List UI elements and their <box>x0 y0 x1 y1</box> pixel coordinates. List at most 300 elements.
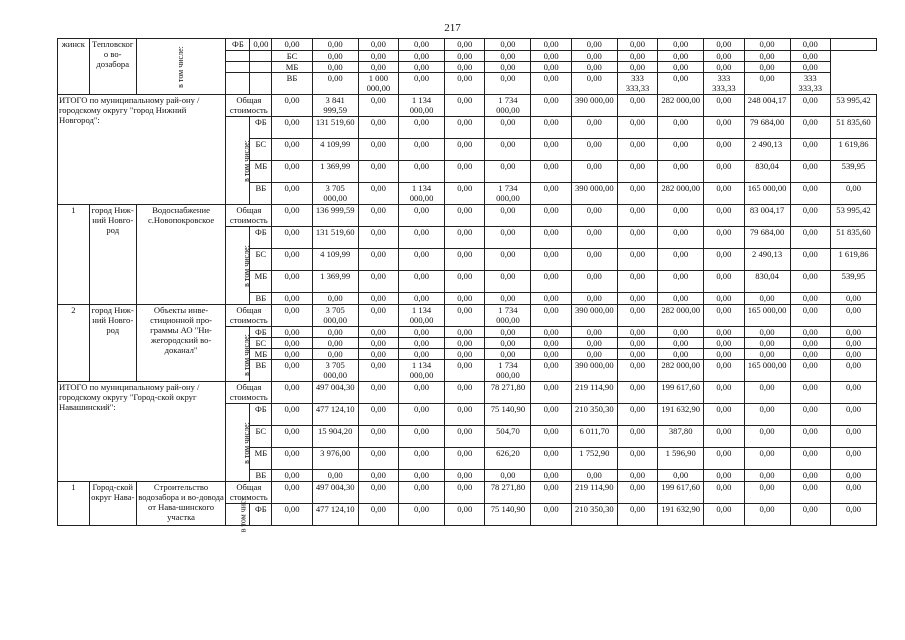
table-cell: 0,00 <box>744 62 790 73</box>
table-cell: ВБ <box>250 183 272 205</box>
table-cell: 0,00 <box>571 73 617 95</box>
table-cell: 210 350,30 <box>571 504 617 526</box>
table-cell: 131 519,60 <box>312 227 358 249</box>
table-cell: 83 004,17 <box>744 205 790 227</box>
table-cell: 477 124,10 <box>312 504 358 526</box>
table-cell: 15 904,20 <box>312 426 358 448</box>
table-cell: 0,00 <box>445 227 485 249</box>
table-cell: 0,00 <box>571 161 617 183</box>
vertical-label-text: в том чис- <box>238 497 248 533</box>
vertical-label-text: в том числе: <box>242 422 252 464</box>
table-cell: 0,00 <box>658 293 704 305</box>
table-cell: 0,00 <box>617 227 657 249</box>
table-cell <box>830 39 876 51</box>
table-cell: 0,00 <box>830 305 876 327</box>
table-cell: 0,00 <box>358 470 398 482</box>
table-cell: 0,00 <box>358 382 398 404</box>
table-cell: 282 000,00 <box>658 95 704 117</box>
table-cell: 0,00 <box>358 139 398 161</box>
table-cell: 0,00 <box>531 470 571 482</box>
table-cell: 0,00 <box>445 448 485 470</box>
table-cell: 0,00 <box>358 95 398 117</box>
table-row <box>58 39 877 51</box>
table-cell: 0,00 <box>790 470 830 482</box>
table-cell: 136 999,59 <box>312 205 358 227</box>
table-cell: 0,00 <box>358 293 398 305</box>
table-cell: 0,00 <box>830 183 876 205</box>
table-cell: 0,00 <box>485 227 531 249</box>
table-cell: 0,00 <box>399 161 445 183</box>
table-cell: 0,00 <box>531 62 571 73</box>
table-cell: 0,00 <box>399 73 445 95</box>
table-cell: 0,00 <box>272 504 312 526</box>
table-cell: 0,00 <box>531 482 571 504</box>
table-cell: 0,00 <box>790 360 830 382</box>
table-cell: 0,00 <box>445 73 485 95</box>
table-cell: 0,00 <box>485 139 531 161</box>
table-cell: 0,00 <box>399 349 445 360</box>
table-cell: 0,00 <box>704 448 744 470</box>
table-cell: 0,00 <box>358 426 398 448</box>
table-cell: 0,00 <box>704 161 744 183</box>
table-cell <box>226 73 250 95</box>
table-cell: ФБ <box>226 39 250 51</box>
table-cell: 0,00 <box>399 271 445 293</box>
table-cell: 4 109,99 <box>312 249 358 271</box>
table-cell: 0,00 <box>744 39 790 51</box>
table-cell: 0,00 <box>358 249 398 271</box>
table-cell: 830,04 <box>744 271 790 293</box>
table-cell: 51 835,60 <box>830 117 876 139</box>
table-cell: 0,00 <box>704 271 744 293</box>
table-cell: 0,00 <box>358 51 398 62</box>
page-number: 217 <box>444 22 461 34</box>
table-cell: МБ <box>250 161 272 183</box>
table-cell: 0,00 <box>272 482 312 504</box>
table-cell: 4 109,99 <box>312 139 358 161</box>
table-cell: 2 <box>58 305 90 382</box>
table-cell: 830,04 <box>744 161 790 183</box>
table-cell: 0,00 <box>272 305 312 327</box>
table-cell: 0,00 <box>790 382 830 404</box>
table-row <box>58 482 877 504</box>
table-cell: 0,00 <box>617 95 657 117</box>
table-cell: 0,00 <box>617 139 657 161</box>
table-cell: Общая стоимость <box>226 305 272 327</box>
table-cell: 0,00 <box>531 426 571 448</box>
table-cell: 0,00 <box>531 117 571 139</box>
table-cell <box>250 51 272 62</box>
table-cell: 0,00 <box>531 382 571 404</box>
table-cell: 333 333,33 <box>790 73 830 95</box>
table-cell: 0,00 <box>704 482 744 504</box>
table-cell: 0,00 <box>531 327 571 338</box>
table-cell: 282 000,00 <box>658 360 704 382</box>
table-cell: 0,00 <box>358 39 398 51</box>
table-row <box>58 205 877 227</box>
table-cell: 0,00 <box>830 470 876 482</box>
table-cell: город Ниж-ний Новго-род <box>89 305 136 382</box>
table-cell: 1 134 000,00 <box>399 360 445 382</box>
table-cell: 0,00 <box>704 305 744 327</box>
table-cell: 0,00 <box>358 349 398 360</box>
table-cell: 0,00 <box>272 249 312 271</box>
table-cell: МБ <box>272 62 312 73</box>
table-cell: 0,00 <box>485 161 531 183</box>
table-cell: 0,00 <box>744 349 790 360</box>
table-cell: 0,00 <box>272 327 312 338</box>
table-cell: 0,00 <box>358 227 398 249</box>
table-cell: 0,00 <box>571 205 617 227</box>
table-cell: 0,00 <box>272 426 312 448</box>
table-cell: 0,00 <box>312 338 358 349</box>
table-cell: 0,00 <box>704 338 744 349</box>
vertical-label <box>226 404 250 482</box>
table-row <box>58 382 877 404</box>
table-cell: 0,00 <box>658 327 704 338</box>
table-cell: Водоснабжение с.Новопокровское <box>136 205 226 305</box>
table-cell: 0,00 <box>312 73 358 95</box>
table-cell: 0,00 <box>571 39 617 51</box>
table-cell: 0,00 <box>312 293 358 305</box>
table-cell: 0,00 <box>571 349 617 360</box>
table-cell: 0,00 <box>658 39 704 51</box>
table-cell: Объекты инве-стиционной про-граммы АО "Ни-жегородский во-доканал" <box>136 305 226 382</box>
table-cell: БС <box>250 426 272 448</box>
table-cell: 0,00 <box>399 470 445 482</box>
table-cell: 0,00 <box>790 271 830 293</box>
table-cell: 1 734 000,00 <box>485 95 531 117</box>
table-cell: 0,00 <box>744 327 790 338</box>
table-cell: 0,00 <box>272 349 312 360</box>
table-cell: Общая стоимость <box>226 205 272 227</box>
table-cell: 0,00 <box>445 95 485 117</box>
table-cell: 0,00 <box>617 349 657 360</box>
table-cell: МБ <box>250 448 272 470</box>
table-cell: 0,00 <box>571 139 617 161</box>
table-cell: 0,00 <box>272 117 312 139</box>
table-cell: 0,00 <box>485 73 531 95</box>
table-cell: жинск <box>58 39 90 95</box>
table-cell: 0,00 <box>617 360 657 382</box>
table-cell: 131 519,60 <box>312 117 358 139</box>
table-cell: 1 752,90 <box>571 448 617 470</box>
table-cell: 0,00 <box>571 327 617 338</box>
table-cell: 0,00 <box>445 504 485 526</box>
table-cell: Тепловского во-дозабора <box>89 39 136 95</box>
table-cell: 0,00 <box>704 470 744 482</box>
table-cell: 1 369,99 <box>312 271 358 293</box>
table-cell: БС <box>272 51 312 62</box>
table-cell: 1 619,86 <box>830 139 876 161</box>
table-cell: МБ <box>250 271 272 293</box>
table-cell: 0,00 <box>399 426 445 448</box>
table-cell: 0,00 <box>704 327 744 338</box>
table-cell: 0,00 <box>704 293 744 305</box>
table-cell: 0,00 <box>830 327 876 338</box>
table-cell: 0,00 <box>744 382 790 404</box>
table-cell: ВБ <box>250 293 272 305</box>
table-cell: 0,00 <box>571 470 617 482</box>
table-cell: 0,00 <box>790 62 830 73</box>
table-cell: 0,00 <box>790 183 830 205</box>
vertical-label <box>136 39 226 95</box>
table-cell: 248 004,17 <box>744 95 790 117</box>
table-cell: 0,00 <box>445 426 485 448</box>
table-cell: 0,00 <box>445 249 485 271</box>
table-cell: 0,00 <box>790 117 830 139</box>
table-cell: 0,00 <box>358 404 398 426</box>
table-cell: 0,00 <box>531 360 571 382</box>
table-cell: 78 271,80 <box>485 382 531 404</box>
table-cell: 75 140,90 <box>485 404 531 426</box>
table-cell: 0,00 <box>704 205 744 227</box>
table-cell: 0,00 <box>445 62 485 73</box>
table-cell: 0,00 <box>790 95 830 117</box>
table-cell: ВБ <box>250 360 272 382</box>
table-cell: 0,00 <box>790 51 830 62</box>
table-cell: 0,00 <box>658 161 704 183</box>
table-cell: 0,00 <box>658 117 704 139</box>
table-cell: 0,00 <box>830 382 876 404</box>
table-cell: 0,00 <box>617 249 657 271</box>
table-cell: ИТОГО по муниципальному рай-ону / городскому округу "Город-ской округ Навашинский": <box>58 382 226 482</box>
table-cell: БС <box>250 249 272 271</box>
table-cell: 0,00 <box>617 470 657 482</box>
table-cell: 53 995,42 <box>830 205 876 227</box>
table-cell: 0,00 <box>399 327 445 338</box>
table-cell: 0,00 <box>399 504 445 526</box>
table-cell: 0,00 <box>445 183 485 205</box>
table-cell: 0,00 <box>531 161 571 183</box>
table-cell: 0,00 <box>790 338 830 349</box>
table-cell: 0,00 <box>617 39 657 51</box>
table-cell: 0,00 <box>704 404 744 426</box>
table-cell: 0,00 <box>790 482 830 504</box>
table-cell: 0,00 <box>272 95 312 117</box>
table-cell: 0,00 <box>531 305 571 327</box>
table-cell: 0,00 <box>830 338 876 349</box>
table-cell: 0,00 <box>358 448 398 470</box>
table-cell: 0,00 <box>445 327 485 338</box>
table-cell: 0,00 <box>658 227 704 249</box>
table-cell: 0,00 <box>617 327 657 338</box>
table-cell: ФБ <box>250 227 272 249</box>
table-cell: 0,00 <box>485 117 531 139</box>
table-cell: 0,00 <box>617 51 657 62</box>
table-cell: 0,00 <box>531 249 571 271</box>
table-cell: МБ <box>250 349 272 360</box>
table-cell: 0,00 <box>704 504 744 526</box>
vertical-label-text: в том числе: <box>176 46 186 88</box>
table-cell <box>226 51 250 62</box>
table-row <box>58 305 877 327</box>
table-cell: 0,00 <box>399 117 445 139</box>
table-cell: 387,80 <box>658 426 704 448</box>
table-cell: Строительство водозабора и во-довода от Нава-шинского участка <box>136 482 226 526</box>
table-cell: 0,00 <box>571 51 617 62</box>
table-cell: 0,00 <box>790 293 830 305</box>
table-cell: 0,00 <box>399 448 445 470</box>
table-cell: 79 684,00 <box>744 117 790 139</box>
table-cell: 0,00 <box>531 227 571 249</box>
table-cell: 0,00 <box>399 482 445 504</box>
table-cell: 0,00 <box>445 338 485 349</box>
table-cell: 0,00 <box>617 504 657 526</box>
table-cell: 0,00 <box>790 426 830 448</box>
table-cell: БС <box>250 338 272 349</box>
table-cell: 0,00 <box>485 327 531 338</box>
table-cell: 0,00 <box>658 51 704 62</box>
table-cell: 0,00 <box>571 271 617 293</box>
table-cell: 0,00 <box>272 470 312 482</box>
table-cell: 0,00 <box>485 293 531 305</box>
table-cell: 0,00 <box>445 382 485 404</box>
table-cell: 0,00 <box>617 382 657 404</box>
table-cell: 0,00 <box>485 39 531 51</box>
table-cell: 0,00 <box>790 161 830 183</box>
vertical-label <box>226 497 250 533</box>
vertical-label-text: в том числе: <box>242 140 252 182</box>
table-cell: 0,00 <box>272 139 312 161</box>
table-cell: 0,00 <box>358 161 398 183</box>
table-cell: 1 596,90 <box>658 448 704 470</box>
table-cell: 0,00 <box>531 183 571 205</box>
table-cell: 0,00 <box>272 382 312 404</box>
table-cell: 0,00 <box>445 117 485 139</box>
table-cell: 0,00 <box>485 338 531 349</box>
table-cell: 0,00 <box>445 482 485 504</box>
table-cell: 0,00 <box>571 62 617 73</box>
table-cell: 497 004,30 <box>312 382 358 404</box>
table-cell: 0,00 <box>272 271 312 293</box>
table-cell: 1 369,99 <box>312 161 358 183</box>
table-cell: 0,00 <box>790 249 830 271</box>
table-cell: ИТОГО по муниципальному рай-ону / городскому округу "город Нижний Новгород": <box>58 95 226 205</box>
table-cell: 0,00 <box>531 404 571 426</box>
table-cell: 0,00 <box>658 139 704 161</box>
table-cell: 0,00 <box>399 205 445 227</box>
table-cell: 0,00 <box>399 39 445 51</box>
table-cell: 0,00 <box>744 404 790 426</box>
table-cell: 0,00 <box>790 448 830 470</box>
table-cell: 0,00 <box>790 39 830 51</box>
table-cell: 1 <box>58 482 90 526</box>
table-cell: 497 004,30 <box>312 482 358 504</box>
table-cell: 0,00 <box>704 360 744 382</box>
table-cell: 0,00 <box>704 95 744 117</box>
table-cell: 0,00 <box>617 448 657 470</box>
table-cell: 0,00 <box>531 139 571 161</box>
table-cell: 0,00 <box>704 249 744 271</box>
vertical-label <box>226 117 250 205</box>
table-cell: 0,00 <box>399 338 445 349</box>
table-cell: 0,00 <box>571 227 617 249</box>
table-cell: 0,00 <box>830 349 876 360</box>
table-cell: 0,00 <box>704 426 744 448</box>
table-cell: 6 011,70 <box>571 426 617 448</box>
table-cell: 0,00 <box>658 338 704 349</box>
table-cell: 0,00 <box>445 470 485 482</box>
table-cell: 0,00 <box>399 51 445 62</box>
table-cell: 0,00 <box>272 448 312 470</box>
table-cell: 165 000,00 <box>744 183 790 205</box>
table-cell: 0,00 <box>272 404 312 426</box>
table-cell: 0,00 <box>744 426 790 448</box>
table-cell: 0,00 <box>744 293 790 305</box>
table-cell: 191 632,90 <box>658 504 704 526</box>
table-cell: 0,00 <box>830 426 876 448</box>
table-cell: 0,00 <box>445 360 485 382</box>
table-cell: ФБ <box>250 117 272 139</box>
table-cell: 0,00 <box>358 205 398 227</box>
table-cell: 0,00 <box>571 249 617 271</box>
table-cell: БС <box>250 139 272 161</box>
table-cell: 2 490,13 <box>744 139 790 161</box>
table-cell: 0,00 <box>358 271 398 293</box>
table-cell: 191 632,90 <box>658 404 704 426</box>
table-cell: 0,00 <box>272 205 312 227</box>
table-cell: 199 617,60 <box>658 382 704 404</box>
table-cell: 0,00 <box>744 73 790 95</box>
table-cell: 219 114,90 <box>571 482 617 504</box>
table-cell: 0,00 <box>445 404 485 426</box>
table-cell: 0,00 <box>531 39 571 51</box>
table-cell: 0,00 <box>704 117 744 139</box>
table-cell: 1 734 000,00 <box>485 183 531 205</box>
table-cell: 1 000 000,00 <box>358 73 398 95</box>
table-cell: 0,00 <box>617 338 657 349</box>
table-cell: 0,00 <box>704 139 744 161</box>
table-cell: 0,00 <box>531 293 571 305</box>
table-cell: ВБ <box>250 470 272 482</box>
table-cell: 0,00 <box>531 73 571 95</box>
table-cell: 0,00 <box>399 293 445 305</box>
table-cell: 539,95 <box>830 271 876 293</box>
table-cell: Общая стоимость <box>226 482 272 504</box>
table-cell: 1 134 000,00 <box>399 305 445 327</box>
table-cell: 0,00 <box>531 338 571 349</box>
table-cell: 0,00 <box>658 62 704 73</box>
table-cell: 165 000,00 <box>744 305 790 327</box>
table-cell: 0,00 <box>531 271 571 293</box>
vertical-label <box>226 327 250 382</box>
table-cell: 333 333,33 <box>617 73 657 95</box>
table-cell: 219 114,90 <box>571 382 617 404</box>
table-cell: 0,00 <box>445 349 485 360</box>
table-cell: 78 271,80 <box>485 482 531 504</box>
table-cell: 0,00 <box>790 327 830 338</box>
table-cell: 0,00 <box>617 161 657 183</box>
table-cell: 0,00 <box>485 62 531 73</box>
table-cell: 0,00 <box>571 117 617 139</box>
table-cell: 0,00 <box>358 360 398 382</box>
table-cell: 1 <box>58 205 90 305</box>
table-cell: 0,00 <box>272 183 312 205</box>
table-cell: 0,00 <box>485 470 531 482</box>
table-cell: 390 000,00 <box>571 183 617 205</box>
table-cell: 390 000,00 <box>571 305 617 327</box>
table-cell: 0,00 <box>617 62 657 73</box>
table-cell: 0,00 <box>704 39 744 51</box>
table-cell: 390 000,00 <box>571 360 617 382</box>
table-cell: 0,00 <box>272 293 312 305</box>
table-cell: 0,00 <box>250 39 272 51</box>
table-cell: 0,00 <box>445 293 485 305</box>
table-cell: 0,00 <box>358 482 398 504</box>
table-cell: 0,00 <box>790 139 830 161</box>
table-cell: 0,00 <box>399 62 445 73</box>
